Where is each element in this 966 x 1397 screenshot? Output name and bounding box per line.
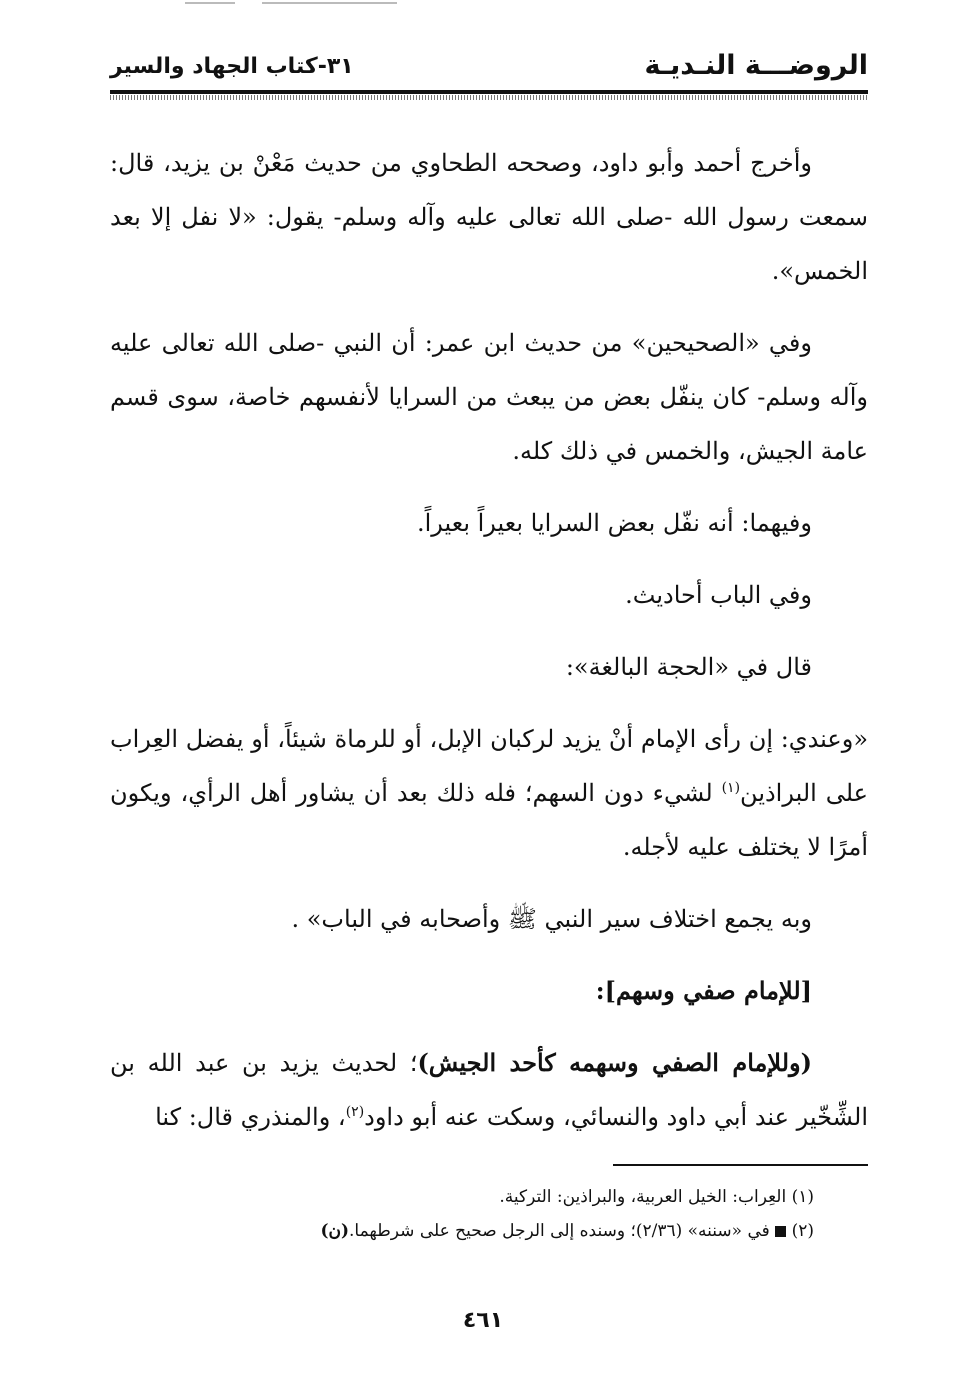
bold-lead: (وللإمام الصفي وسهمه كأحد الجيش) — [417, 1048, 812, 1077]
last-text-1: ؛ لحديث يزيد بن عبد الله بن الشِّخّير عند أبي داود والنسائي، وسكت عنه أبو داود — [110, 1049, 868, 1131]
scan-edge-marks — [0, 0, 966, 6]
footnote-2-number: (٢) — [791, 1221, 814, 1241]
closing-line: وبه يجمع اختلاف سير النبي ﷺ وأصحابه في الباب» . — [291, 905, 812, 933]
header-halftone-rule — [110, 95, 868, 100]
quote-text-1: «وعندي: إن رأى الإمام أنْ يزيد لركبان الإبل، أو للرماة شيئاً، أو يفضل العِراب على البراذين — [110, 725, 868, 807]
footnote-ref-2[interactable]: (٢) — [345, 1104, 365, 1120]
main-text — [110, 136, 868, 1162]
paragraph-2: وفي «الصحيحين» من حديث ابن عمر: أن النبي -صلى الله تعالى عليه وآله وسلم- كان ينفّل بعض من يبعث من السرايا لأنفسهم خاصة، سوى قسم عامة الجيش، والخمس في ذلك كله. — [110, 329, 868, 465]
book-title: الروضـــة النـديـة — [644, 50, 868, 81]
footnote-divider — [613, 1164, 868, 1166]
running-header — [110, 50, 868, 102]
chapter-title: ٣١-كتاب الجهاد والسير — [110, 54, 354, 79]
footnote-ref-1[interactable]: (١) — [721, 780, 741, 796]
square-marker-icon — [775, 1226, 786, 1237]
last-text-2: ، والمنذري قال: كنا — [155, 1103, 346, 1131]
footnote-2 — [110, 1214, 814, 1248]
paragraph-4: وفي الباب أحاديث. — [625, 581, 812, 609]
footnote-2-text: في «سننه» (٢/٣٦)؛ وسنده إلى الرجل صحيح على شرطهما. — [349, 1221, 776, 1241]
footnotes — [110, 1180, 814, 1248]
header-rule — [110, 90, 868, 94]
quote-paragraph — [110, 712, 868, 874]
last-paragraph — [110, 1036, 868, 1144]
editor-mark: (ن) — [320, 1221, 350, 1241]
paragraph-1: وأخرج أحمد وأبو داود، وصححه الطحاوي من حديث مَعْنْ بن يزيد، قال: سمعت رسول الله -صلى الله تعالى عليه وآله وسلم- يقول: «لا نفل إلا بعد الخمس». — [110, 149, 869, 285]
paragraph-5: قال في «الحجة البالغة»: — [565, 653, 812, 681]
section-heading: [للإمام صفي وسهم]: — [595, 976, 812, 1005]
page-number: ٤٦١ — [462, 1308, 504, 1333]
footnote-1: (١) العِراب: الخيل العربية، والبراذين: التركية. — [499, 1187, 814, 1207]
quote-text-2: لشيء دون السهم؛ فله ذلك بعد أن يشاور أهل الرأي، ويكون أمرًا لا يختلف عليه لأجله. — [110, 779, 868, 861]
paragraph-3: وفيهما: أنه نفّل بعض السرايا بعيراً بعيراً. — [416, 509, 812, 537]
